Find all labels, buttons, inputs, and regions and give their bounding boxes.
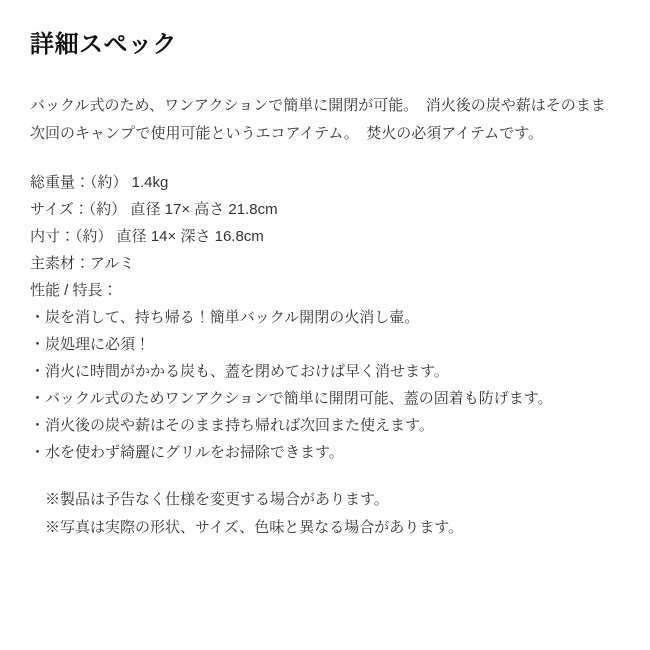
spec-material: 主素材：アルミ (30, 255, 135, 272)
feature-item: ・水を使わず綺麗にグリルをお掃除できます。 (30, 444, 344, 461)
page-title: 詳細スペック (30, 31, 177, 58)
description-line-2: 次回のキャンプで使用可能というエコアイテム。 焚火の必須アイテムです。 (30, 125, 544, 142)
feature-item: ・消火後の炭や薪はそのまま持ち帰れば次回また使えます。 (30, 417, 434, 434)
feature-item: ・消火に時間がかかる炭も、蓋を閉めておけば早く消せます。 (30, 363, 449, 380)
features-heading: 性能 / 特長： (30, 282, 118, 299)
product-description (30, 92, 624, 148)
spec-list (30, 169, 624, 304)
footnote-item: ※製品は予告なく仕様を変更する場合があります。 (45, 491, 389, 508)
spec-inner-size: 内寸：（約） 直径 14× 深さ 16.8cm (30, 228, 264, 245)
feature-item: ・バックル式のためワンアクションで簡単に開閉可能、蓋の固着も防げます。 (30, 390, 553, 407)
spec-size: サイズ：（約） 直径 17× 高さ 21.8cm (30, 201, 278, 218)
feature-list (30, 304, 624, 466)
footnote-item: ※写真は実際の形状、サイズ、色味と異なる場合があります。 (45, 519, 464, 536)
description-line-1: バックル式のため、ワンアクションで簡単に開閉が可能。 消火後の炭や薪はそのまま (30, 97, 606, 114)
feature-item: ・炭を消して、持ち帰る！簡単バックル開閉の火消し壷。 (30, 309, 420, 326)
footnotes (30, 486, 624, 542)
feature-item: ・炭処理に必須！ (30, 336, 151, 353)
spec-total-weight: 総重量：（約） 1.4kg (30, 174, 169, 191)
